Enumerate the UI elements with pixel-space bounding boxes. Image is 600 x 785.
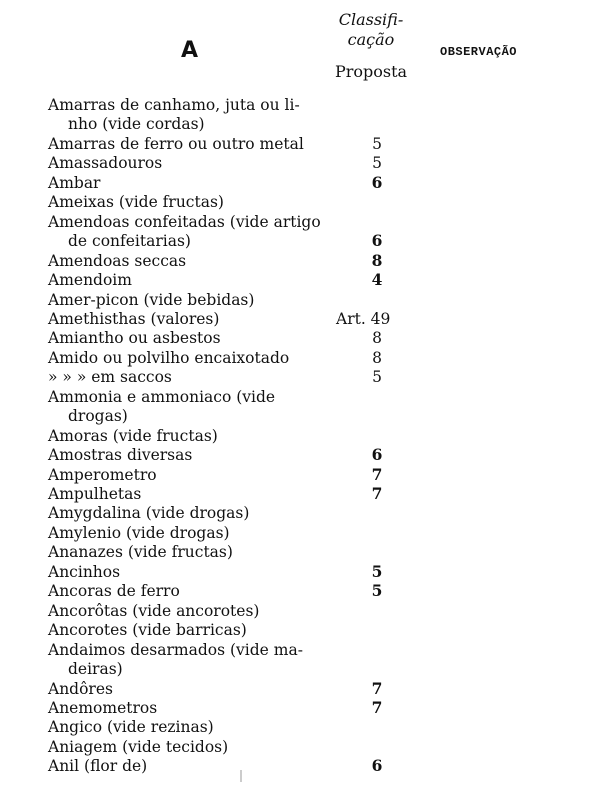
entry-classification: 7 — [371, 464, 383, 484]
entry-term: Amer-picon (vide bebidas) — [48, 290, 255, 309]
list-item — [0, 348, 600, 368]
entry-term: Ampulhetas — [48, 485, 142, 503]
entry-term: Angico (vide rezinas) — [48, 718, 214, 737]
entry-term: Andaimos desarmados (vide ma- — [48, 640, 303, 659]
margin-mark — [240, 770, 242, 782]
entry-term: Ananazes (vide fructas) — [48, 543, 233, 562]
entry-term: Andôres — [48, 679, 113, 698]
classification-header-line1: Classifi- — [338, 10, 404, 29]
list-item — [0, 192, 600, 212]
list-item — [0, 309, 600, 329]
entry-term: Aniagem (vide tecidos) — [48, 737, 229, 756]
list-item — [0, 328, 600, 348]
entry-term: drogas) — [68, 407, 128, 426]
observation-header: OBSERVAÇÃO — [440, 45, 518, 59]
list-item — [0, 484, 600, 504]
entry-term: Ancoras de ferro — [48, 582, 180, 601]
entry-classification: 5 — [371, 581, 383, 601]
list-item — [0, 737, 600, 757]
entry-term: Ancorôtas (vide ancorotes) — [48, 601, 260, 620]
list-item — [0, 698, 600, 718]
entry-term: Amassadouros — [48, 154, 163, 173]
entry-classification: 8 — [372, 348, 382, 367]
list-item — [0, 153, 600, 173]
list-item — [0, 640, 600, 660]
list-item — [0, 679, 600, 699]
list-item — [0, 406, 600, 426]
entry-classification: 6 — [371, 172, 383, 192]
entry-term: Ameixas (vide fructas) — [48, 193, 224, 212]
list-item — [0, 523, 600, 543]
list-item — [0, 251, 600, 271]
list-item — [0, 503, 600, 523]
list-item — [0, 134, 600, 154]
list-item — [0, 756, 600, 776]
entry-term: Amylenio (vide drogas) — [48, 523, 230, 542]
list-item — [0, 231, 600, 251]
list-item — [0, 601, 600, 621]
entry-classification: 7 — [371, 697, 383, 717]
entry-term: Amarras de canhamo, juta ou li- — [48, 96, 300, 114]
entry-term: Amarras de ferro ou outro metal — [48, 134, 304, 153]
list-item — [0, 114, 600, 134]
list-item — [0, 717, 600, 737]
entry-term: Amoras (vide fructas) — [48, 426, 218, 445]
entry-term: Amiantho ou asbestos — [48, 329, 221, 348]
entry-classification: 6 — [371, 756, 383, 776]
entry-classification: 7 — [371, 484, 383, 503]
entry-classification: 5 — [372, 154, 382, 173]
classification-header — [330, 10, 412, 82]
list-item — [0, 367, 600, 387]
list-item — [0, 542, 600, 562]
list-item — [0, 620, 600, 640]
list-item — [0, 426, 600, 446]
entry-term: Amendoas confeitadas (vide artigo — [48, 212, 321, 231]
entry-classification: 5 — [372, 368, 382, 387]
list-item — [0, 270, 600, 290]
entry-term: Ammonia e ammoniaco (vide — [48, 387, 276, 406]
entry-classification: 8 — [371, 250, 383, 270]
list-item — [0, 95, 600, 115]
entry-classification: Art. 49 — [336, 309, 391, 328]
list-item — [0, 562, 600, 582]
entry-term: de confeitarias) — [68, 232, 191, 251]
entry-term: deiras) — [68, 660, 123, 679]
entry-term: Amethisthas (valores) — [48, 309, 220, 328]
entry-classification: 4 — [371, 270, 383, 290]
list-item — [0, 581, 600, 601]
entry-term: Ambar — [48, 173, 101, 192]
entry-term: Amperometro — [48, 465, 157, 484]
entry-term: Amendoim — [48, 271, 132, 290]
section-letter: A — [181, 38, 199, 63]
entry-term: Amygdalina (vide drogas) — [48, 504, 250, 523]
entry-term: nho (vide cordas) — [68, 115, 205, 134]
entry-term: Amostras diversas — [48, 446, 193, 465]
entry-classification: 6 — [371, 445, 383, 465]
entry-term: Amido ou polvilho encaixotado — [48, 348, 290, 367]
entry-classification: 8 — [372, 329, 382, 348]
entry-term: Ancinhos — [48, 562, 121, 581]
entry-term: Anemometros — [48, 698, 158, 717]
list-item — [0, 465, 600, 485]
classification-header-line2: cação — [347, 30, 395, 49]
entry-term: Amendoas seccas — [48, 251, 187, 270]
entry-classification: 7 — [371, 678, 383, 698]
list-item — [0, 290, 600, 310]
entry-term: Ancorotes (vide barricas) — [48, 621, 247, 640]
entry-classification: 5 — [372, 134, 382, 153]
list-item — [0, 659, 600, 679]
list-item — [0, 212, 600, 232]
list-item — [0, 387, 600, 407]
entry-term: » » » em saccos — [48, 368, 172, 387]
list-item — [0, 173, 600, 193]
list-item — [0, 445, 600, 465]
entry-classification: 5 — [371, 561, 383, 581]
entry-term: Anil (flor de) — [48, 757, 148, 776]
classification-header-line3: Proposta — [334, 62, 408, 81]
entry-classification: 6 — [371, 231, 383, 251]
